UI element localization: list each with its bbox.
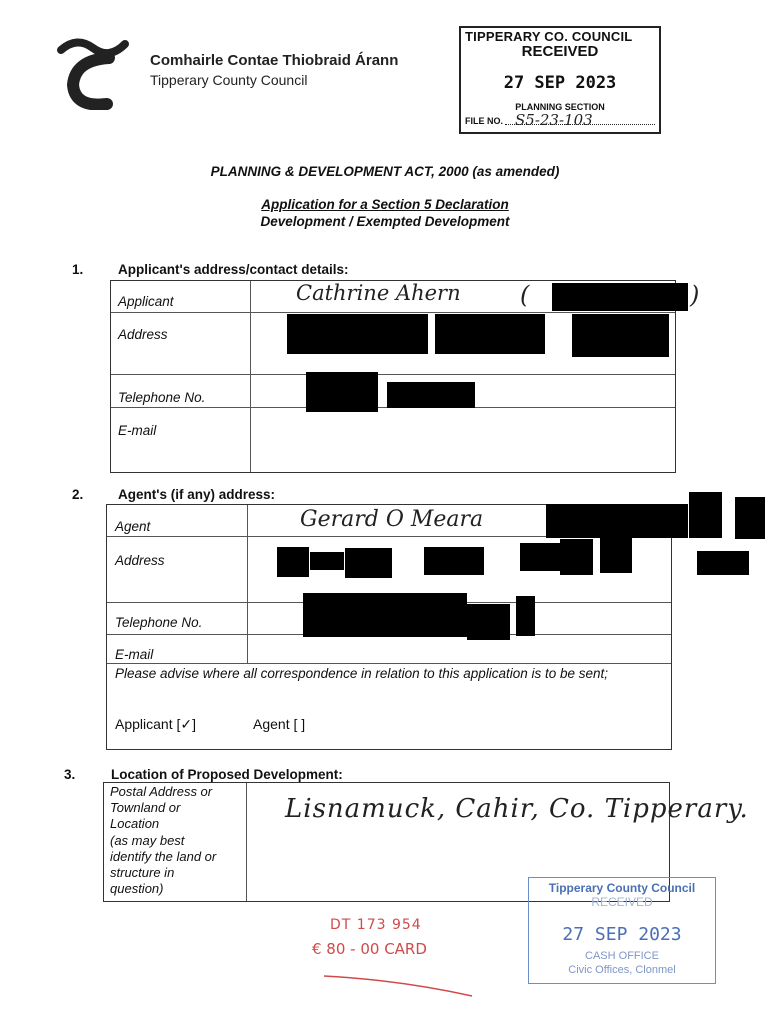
location-label-line: structure in: [110, 865, 175, 881]
redaction: [520, 543, 560, 571]
redaction: [697, 551, 749, 575]
stamp-section: PLANNING SECTION: [515, 102, 605, 112]
location-label-line: identify the land or: [110, 848, 217, 864]
act-title: PLANNING & DEVELOPMENT ACT, 2000 (as amended): [210, 164, 560, 179]
redaction: [689, 492, 722, 538]
stamp-received: RECEIVED: [521, 43, 599, 60]
council-name-english: Tipperary County Council: [150, 72, 308, 88]
location-label-line: Townland or: [110, 800, 181, 816]
redaction: [306, 372, 378, 412]
payment-amount-note: € 80 - 00 CARD: [312, 940, 427, 958]
stamp-date: 27 SEP 2023: [503, 73, 617, 93]
location-label: [110, 784, 243, 897]
location-label-line: (as may best: [110, 832, 185, 848]
redaction: [600, 537, 632, 573]
redaction: [310, 552, 344, 570]
stamp-council: TIPPERARY CO. COUNCIL: [465, 29, 633, 44]
cash-stamp-address: Civic Offices, Clonmel: [568, 964, 676, 976]
cash-stamp-office: CASH OFFICE: [585, 950, 659, 962]
applicant-label: Applicant: [118, 294, 174, 309]
cash-office-stamp: [528, 877, 716, 984]
section-3-heading: Location of Proposed Development:: [111, 767, 343, 782]
cash-stamp-date: 27 SEP 2023: [562, 924, 682, 945]
option-applicant[interactable]: Applicant [✓]: [115, 716, 196, 732]
stamp-file-number: S5-23-103: [515, 111, 593, 129]
agent-name-handwritten: Gerard O Meara: [300, 507, 484, 532]
redaction: [572, 314, 669, 357]
paren-open: (: [520, 281, 530, 309]
redaction: [277, 547, 309, 577]
applicant-name-handwritten: Cathrine Ahern: [296, 281, 461, 305]
section-2-heading: Agent's (if any) address:: [118, 487, 275, 502]
section-2-number: 2.: [72, 487, 84, 502]
redaction: [552, 283, 688, 311]
section-1-heading: Applicant's address/contact details:: [118, 262, 349, 277]
section-3-number: 3.: [64, 767, 76, 782]
received-stamp: [459, 26, 661, 134]
agent-label: Agent: [115, 519, 151, 534]
paren-close: ): [690, 281, 700, 309]
stamp-file-label: FILE NO.: [465, 116, 503, 126]
applicant-telephone-label: Telephone No.: [118, 390, 206, 405]
location-label-line: Location: [110, 816, 160, 832]
redaction: [560, 539, 593, 575]
agent-address-label: Address: [115, 553, 165, 568]
location-handwritten: Lisnamuck, Cahir, Co. Tipperary.: [285, 794, 749, 824]
council-logo: [55, 30, 135, 110]
application-title: Application for a Section 5 Declaration: [261, 197, 509, 212]
applicant-address-label: Address: [118, 327, 168, 342]
redaction: [345, 548, 392, 578]
council-name-irish: Comhairle Contae Thiobraid Árann: [150, 52, 399, 69]
applicant-email-label: E-mail: [118, 423, 157, 438]
red-underline-stroke: [320, 968, 480, 1002]
agent-telephone-label: Telephone No.: [115, 615, 203, 630]
redaction: [546, 504, 688, 538]
correspondence-instruction: Please advise where all correspondence in relation to this application is to be sent;: [115, 666, 609, 681]
redaction: [387, 382, 475, 408]
cash-stamp-council: Tipperary County Council: [548, 881, 696, 895]
payment-reference-note: DT 173 954: [330, 917, 422, 933]
agent-email-label: E-mail: [115, 647, 154, 662]
application-subtitle: Development / Exempted Development: [260, 214, 510, 229]
redaction: [435, 314, 545, 354]
redaction: [287, 314, 428, 354]
redaction: [735, 497, 765, 539]
redaction: [303, 593, 467, 637]
redaction: [516, 596, 535, 636]
cash-stamp-received: RECEIVED: [591, 895, 653, 909]
section-1-number: 1.: [72, 262, 84, 277]
location-label-line: Postal Address or: [110, 784, 213, 799]
redaction: [424, 547, 484, 575]
redaction: [467, 604, 510, 640]
location-label-line: question): [110, 881, 164, 897]
option-agent[interactable]: Agent [ ]: [253, 716, 306, 732]
